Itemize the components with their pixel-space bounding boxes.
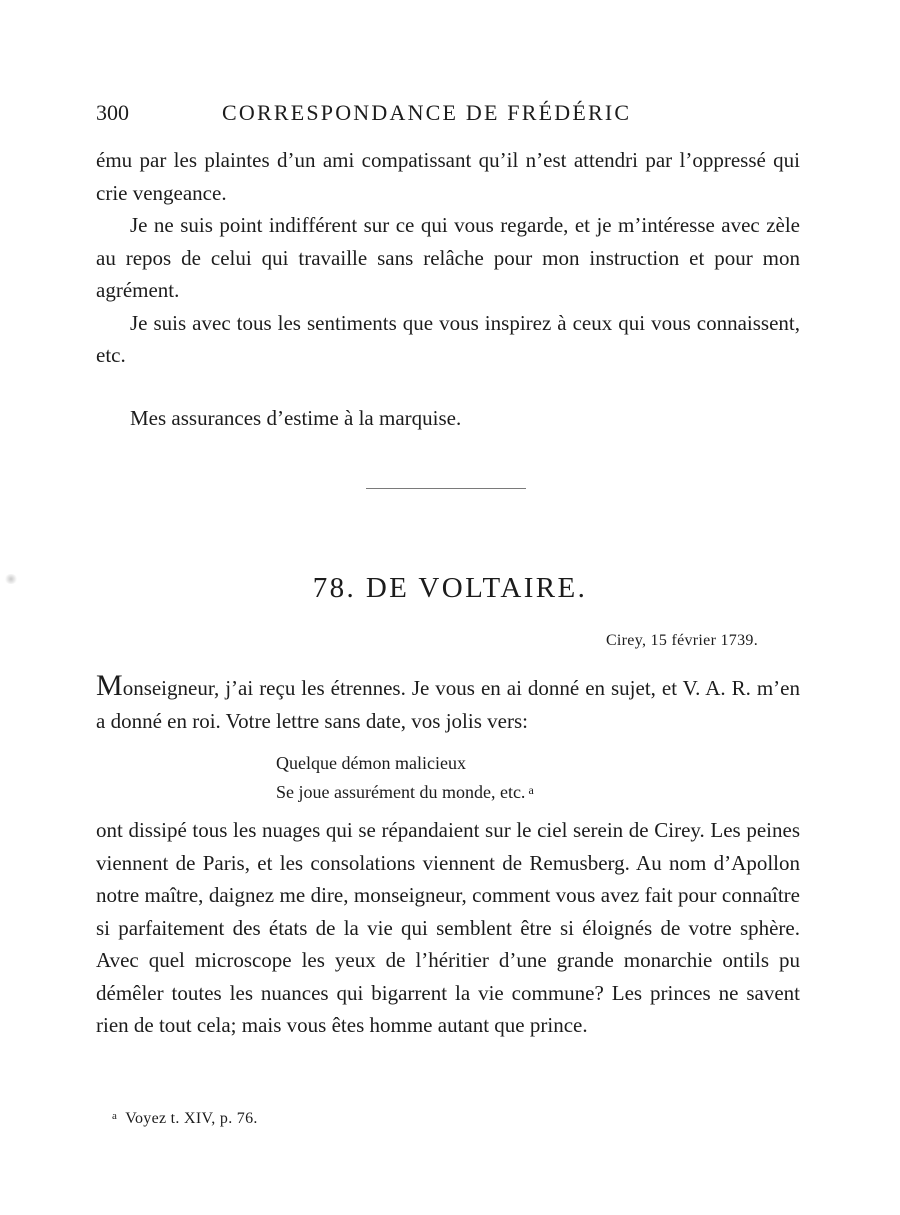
letter-heading: 78. DE VOLTAIRE. (312, 572, 588, 604)
footnote-mark: a (112, 1110, 118, 1122)
verse-line-text: Se joue assurément du monde, etc. (276, 782, 526, 802)
footnote-reference: a (528, 783, 534, 797)
verse-line (276, 777, 534, 806)
opening-paragraph (96, 669, 800, 737)
body-paragraph: ont dissipé tous les nuages qui se répandaient sur le ciel serein de Cirey. Les peines viennent de Paris, et les consolations viennent de Remusberg. Au nom d’Apollon notre maître, daignez me dire, monseigneur, comment vous avez fait pour connaître si parfaitement des états de la vie qui semblent être si éloignés de votre sphère. Avec quel microscope les yeux de l’héritier d’une grande monarchie ontils pu démêler toutes les nuances qui bigarrent la vie commune? Les princes ne savent rien de tout cela; mais vous êtes homme autant que prince. (96, 818, 800, 1037)
letter-body (96, 814, 800, 1042)
opening-text: onseigneur, j’ai reçu les étrennes. Je vous en ai donné en sujet, et V. A. R. m’en a donné en roi. Votre lettre sans date, vos jolis vers: (96, 676, 800, 733)
previous-letter-ending (96, 144, 800, 372)
verse-line: Quelque démon malicieux (276, 753, 466, 773)
paragraph: Je ne suis point indifférent sur ce qui vous regarde, et je m’intéresse avec zèle au repos de celui qui travaille sans relâche pour mon instruction et pour mon agrément. (96, 213, 800, 302)
initial-letter: M (96, 669, 123, 702)
verse-quotation (276, 750, 534, 806)
dateline: Cirey, 15 février 1739. (605, 632, 758, 649)
page-header (96, 100, 800, 132)
section-divider (366, 488, 526, 489)
paragraph: Je suis avec tous les sentiments que vous inspirez à ceux qui vous connaissent, etc. (96, 310, 800, 367)
footnote (112, 1110, 258, 1128)
page-number: 300 (96, 100, 129, 125)
postscript: Mes assurances d’estime à la marquise. (130, 406, 462, 430)
letter-opening (96, 669, 800, 737)
paragraph: ému par les plaintes d’un ami compatissant qu’il n’est attendri par l’oppressé qui crie vengeance. (96, 148, 800, 205)
running-title: CORRESPONDANCE DE FRÉDÉRIC (222, 100, 632, 125)
footnote-text: Voyez t. XIV, p. 76. (125, 1110, 258, 1127)
